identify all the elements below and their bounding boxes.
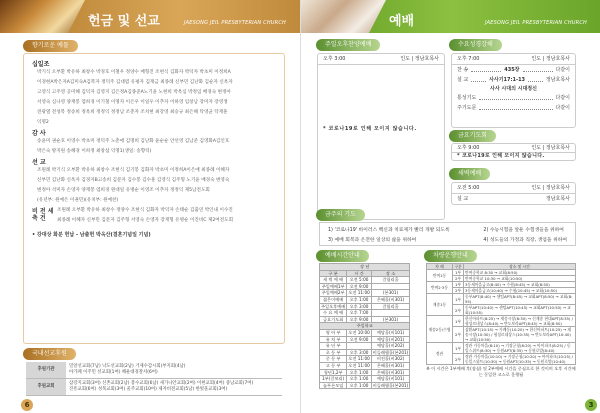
friday-box: [451, 143, 576, 161]
offering-header: [0, 0, 300, 33]
table-row: [320, 329, 410, 336]
table-row: [320, 277, 410, 284]
round: 2부: [453, 276, 464, 282]
order-label: 주기도문: [457, 105, 477, 111]
table-row: [320, 310, 410, 317]
name-line: 전광열 전성복 정송희 정옥희 정정익 정정남 조춘자 조치현 최강영 최승규 최은해 탁영균 탁재훈: [37, 110, 228, 115]
name-line: 박은숙 방지원 송혜경 이희정 최창섭 익명1(생일: 송향덕): [37, 149, 152, 154]
header-photo: [301, 0, 386, 33]
name-line: 조원례 박기식 오부환 박유하 최창수 조현식 김기봉 김화자 박초미 이정희A이은애 최종례 이혜자: [37, 168, 230, 173]
leader: 인도 | 정남호목사: [531, 56, 570, 62]
time: 오후 1:00: [347, 382, 372, 389]
table-row: [320, 349, 410, 356]
place: 비들레헴홀(본201): [372, 382, 409, 388]
service: 중 등 부: [320, 356, 347, 363]
time: 오후 7:00: [347, 310, 372, 317]
page-number: 6: [21, 399, 33, 411]
column-header: 장소 및 시간: [464, 264, 576, 270]
place: 비들레헴홀(본201): [372, 349, 409, 355]
sunday-pm-title: 주일오후찬양예배: [316, 39, 380, 51]
service: 유 치 부: [320, 336, 347, 343]
line: 아가페 이주민 선교회(1여) 해운대경찰서(6여): [69, 370, 158, 375]
header-row: [320, 270, 410, 277]
order-value: 사사기17:1-13: [489, 77, 526, 83]
route: 정관 가동마을(8:10) → 기장군청(8:20) → 아이파크(8:25) / 동일스위트(8:30) → 동원APT(8:35) → 동원로얄(8:40): [464, 343, 576, 354]
dot-leader: [528, 79, 543, 82]
dawn-title: 새벽예배: [449, 168, 490, 180]
order-person: 다같이: [555, 105, 570, 111]
order-row: [452, 103, 575, 113]
side-section: [32, 206, 276, 226]
table-row: [320, 369, 410, 376]
area: 반여1동: [427, 270, 453, 282]
bus-schedule-table: [426, 263, 576, 365]
page-title: 헌금 및 선교: [88, 14, 160, 29]
sermon-title: 사사 시대의 시대정신: [490, 86, 537, 92]
place: (본301): [371, 290, 410, 297]
friday-title: 금요기도회: [449, 130, 496, 142]
place: [371, 283, 410, 290]
dawn-box: [451, 182, 576, 205]
church-name: JAESONG JEIL PRESBYTERIAN CHURCH: [484, 20, 587, 26]
round: 1부: [453, 282, 464, 288]
bus-section: [426, 263, 576, 377]
page-title: 예배: [389, 14, 415, 29]
route: 반여중학교 8:30 → 교회(8:50): [464, 270, 576, 276]
prayer-title: 금주의 기도: [316, 209, 365, 221]
route: 정관 가동마을(10:10) → 기장군청(10:20) → 아이파크(10:25) / 동일스위트(10:30) → 동원APT(10:35) → 동원로얄(10:40): [464, 354, 576, 365]
name-line: (유년부: 원예은 이권민)(유치부: 원예찬): [37, 198, 119, 203]
time: 오후 9:00: [347, 316, 372, 323]
round: 2부: [453, 305, 464, 316]
round: 1부: [453, 270, 464, 276]
order-label: 찬 송: [457, 67, 469, 73]
column-header: 구분: [454, 264, 462, 269]
round: 2부: [453, 327, 464, 343]
name-line: 박기식 오부환 박유하 최창수 박경호 이철우 정양수 배형진 조현식 김화자 박덕자 박초미 이정희A: [37, 70, 231, 75]
order-label: 통성기도: [457, 95, 477, 101]
place: 은혜홀(비301): [371, 362, 410, 369]
service: 주일예배2부: [320, 290, 347, 297]
offering-box: [23, 53, 285, 344]
name-line: 변정아 석미자 손영자 양재봉 염희경 원대일 유병순 이영조 이추자 정정익 제5남전도회: [37, 188, 210, 193]
time: 오후 9:00: [457, 145, 480, 151]
place: 예담홀(비101): [371, 329, 410, 336]
place: 갈릴리홀: [371, 277, 410, 284]
section-label: 선 교: [32, 159, 46, 166]
time: 오전 11:00: [348, 362, 370, 368]
wednesday-title: 수요성경강해: [449, 39, 502, 51]
name-list: [32, 166, 276, 206]
service: 1부(갈보리): [320, 376, 347, 383]
table-row: [320, 316, 410, 323]
place: 예담홀(비201): [371, 336, 410, 343]
table-row: [320, 283, 410, 290]
page-number: 3: [585, 399, 597, 411]
prayer-box: [319, 222, 576, 246]
column-header: 시 간: [347, 270, 372, 277]
dot-leader: [471, 79, 486, 82]
table-row: [320, 290, 410, 297]
table-row: [26, 362, 282, 379]
table-row: [26, 379, 282, 396]
name-line: 익명2: [37, 120, 49, 125]
name-line: 고영식 고주영 공미혜 김덕자 김영지 김은정A김종준A노기윤 노현희 박옥심 박정임 배경숙 변정아: [37, 90, 231, 95]
order-person: 다같이: [555, 95, 570, 101]
dot-leader: [471, 69, 501, 72]
service: 영 아 부: [320, 329, 347, 336]
section-label: 십일조: [32, 61, 50, 68]
route: 한신아파트(8:25) → 재송시장(8:30) → 신재송 현대APT(8:35) / 협성르네상스(8:40) → 반도보라APT(8:45) → 교회(8:50): [464, 316, 576, 327]
group-header: 장 년: [320, 264, 410, 271]
order-person: 다같이: [555, 67, 570, 73]
route: 3동새마을금고(8:40) → 수협(8:45) → 교회(8:50): [464, 282, 576, 288]
table-row: [320, 356, 410, 363]
table-row: [320, 362, 410, 369]
line: 진흥교회(6여) 성북교회(3여) 울주교회(10여) 제자비전교회(5남) 한빛울교회(3여): [69, 387, 228, 392]
church-name: JAESONG JEIL PRESBYTERIAN CHURCH: [183, 20, 286, 26]
section-label: 감 사: [32, 130, 46, 137]
sermon-label: 설 교: [457, 196, 469, 202]
notice: * 코로나19로 인해 모이지 않습니다.: [323, 126, 417, 132]
name-list: [32, 137, 276, 157]
name-line: 송윤미 권순호 이영수 박초미 정덕주 노춘애 김명희 김난화 윤순순 안선영 김남준 김영화A김인호: [37, 139, 230, 144]
service: 유 년 부: [320, 343, 347, 350]
order-row: [452, 75, 575, 85]
time: 오후 7:00: [457, 56, 480, 62]
time: 오후 3:00: [347, 303, 372, 310]
name-line: 조원례 오부환 박유하 최창수 정양수 조현식 김화자 박덕자 손태순 김출연 박인내 이수진: [57, 208, 233, 213]
prayer-item: 3) 예배 회복과 온전한 일상의 삶을 위하여: [328, 238, 417, 243]
round: 1부: [453, 316, 464, 327]
preacher: 정남호목사: [545, 196, 570, 202]
service: 고 등 부: [320, 362, 347, 369]
domestic-mission-title: 국내선교후원: [23, 348, 76, 360]
offering-title: 향기로운 예물: [23, 40, 78, 52]
place: 은혜홀(비301): [371, 296, 410, 303]
order-value: 435장: [504, 67, 520, 73]
area: 재송2동/수영: [427, 316, 453, 343]
column-header: 장 소: [371, 270, 410, 277]
time: 오후 1:00: [347, 369, 372, 376]
service: 젊은이예배: [320, 296, 347, 303]
right-page: [300, 0, 600, 413]
route: 삼환APT(10:15) → 가례동(10:20) → 한신아파트(10:25) → 재송시장(10:30) / 협성르네상스(10:35) → 반도보라APT(10:40) → 교회(10:50): [464, 327, 576, 343]
leader: 인도 | 정남호목사: [531, 185, 570, 191]
table-row: [320, 343, 410, 350]
order-row: [452, 65, 575, 75]
flower-offering-note: • 강대상 화분 헌납 - 남출헌 박옥산(결혼기념일 기념): [32, 232, 151, 238]
header-photo: [0, 0, 85, 33]
time: 오전 10:00: [348, 329, 370, 335]
table-row: [320, 382, 410, 389]
time: 오후 3:00: [323, 56, 346, 62]
round: 2부: [453, 354, 464, 365]
leader: 인도 | 정남호목사: [531, 145, 570, 151]
time: 오후 1:00: [347, 296, 372, 303]
round: 2부: [453, 288, 464, 294]
dot-leader: [523, 69, 553, 72]
sunday-pm-box: [317, 53, 445, 220]
side-section-label: 비 전 세 축 건: [32, 208, 54, 222]
table-row: [320, 336, 410, 343]
column-header: 차 례: [427, 264, 453, 270]
service: 금요기도회: [320, 316, 347, 323]
round: 1부: [453, 343, 464, 354]
name-line: 최종례 이혜자 신부민 김문자 김주형 서영숙 손영자 장재형 유병순 이진비C 제2여전도회: [57, 218, 234, 223]
place: 비전홀(비302): [371, 356, 410, 363]
name-line: 이경현A박은자A김미숙A김복자 정덕주 김대엽 유평자 김재금 최종례 신부민 김난화 김순자 신옥자: [37, 80, 233, 85]
table-row: [320, 303, 410, 310]
place: [371, 310, 410, 317]
route: 반여중학교 10:30 → 교회(10:50): [464, 276, 576, 282]
prayer-item: 4) 성도들의 가정과 직장, 생업을 위하여: [483, 238, 567, 243]
wednesday-box: [451, 53, 576, 128]
row-content: [66, 379, 282, 396]
bus-title: 차량운행안내: [424, 250, 477, 262]
table-row: [427, 343, 576, 354]
time: 오전 11:00: [348, 356, 370, 362]
order-label: 설 교: [457, 77, 469, 83]
service: 늘푸른모임: [320, 382, 347, 389]
route: 동부APT(8:40) → 센텀APT(8:45) → 교회APT(8:50) → 교회(8:55): [464, 294, 576, 305]
service: 주일오후예배: [321, 303, 346, 309]
dot-leader: [479, 97, 552, 100]
service: 수 요 예 배: [320, 310, 347, 317]
row-header: 후원교회: [26, 379, 66, 396]
prayer-item: 1) '코로나19' 바이러스 백신과 치료제가 빨리 개발 되도록: [328, 228, 450, 233]
round: 1부: [453, 294, 464, 305]
service: 초 등 부: [320, 349, 347, 356]
time: 오후 1:00: [347, 376, 372, 383]
area: 정관: [427, 343, 453, 365]
line: 삼강지교회(3여) 신촌교회(2남) 봉수교회(6남) 새가나안교회(2여) 이현교회(4여) 중남교회(7여): [69, 381, 254, 386]
service: 주일예배1부: [320, 283, 347, 290]
place: 은혜홀(비301): [371, 369, 410, 376]
row-content: [66, 362, 282, 379]
time: 오후 3:00: [347, 349, 372, 356]
domestic-mission-table: [26, 362, 282, 396]
prayer-item: 2) 수능시험을 앞둔 수험생들을 위하여: [483, 228, 564, 233]
schedule-title: 예배시간안내: [316, 250, 369, 262]
leader: 인도 | 정남호목사: [400, 56, 439, 62]
name-line: 신부민 김난화 신옥자 김경자B고송희 김문자 김수봉 김수훈 김영식 김주형 노기윤 배경숙 변영숙: [37, 178, 230, 183]
place: 예담홀(비101): [371, 376, 410, 383]
time: 오전 9:00: [347, 336, 372, 343]
service: 새 벽 예 배: [320, 277, 347, 284]
time: 오전 11:00: [348, 290, 370, 296]
bus-note: ※ 이 시간은 1부예배 후(점심) 및 2부예배 시간을 중심으로 한 것이며 오후 시간에는 동일한 코스로 운행됨: [426, 366, 576, 377]
row-header: 후원기관: [26, 362, 66, 379]
place: (본301): [371, 316, 410, 323]
name-line: 서영숙 심나영 양재봉 염희경 이기철 이명자 이은우 이일우 이추자 이하영 임창남 장미자 장영생: [37, 100, 228, 105]
order-person: 정남호목사: [545, 77, 570, 83]
table-row: [427, 316, 576, 327]
time: [347, 343, 372, 350]
order-row: [452, 93, 575, 103]
table-row: [320, 323, 410, 330]
table-row: [320, 296, 410, 303]
table-row: [320, 376, 410, 383]
area: 재송1동: [427, 294, 453, 316]
group-header: 주일학교: [320, 323, 410, 330]
worship-schedule-table: [319, 263, 410, 389]
time: 오전 5:00: [347, 277, 372, 284]
area: 반여2·3동: [427, 282, 453, 294]
dot-leader: [479, 107, 552, 110]
line: 밀알선교회(7남) 낙도선교회(2남) 거제수감시회(부지회(4남): [69, 364, 186, 369]
route: 3동새마을금고(10:40) → 수협(10:45) → 교회(10:50): [464, 288, 576, 294]
place: 예담홀(비202): [371, 343, 410, 350]
notice: * 코로나19로 인해 모이지 않습니다.: [457, 153, 545, 159]
time: 오전 5:00: [457, 185, 480, 191]
name-list: [32, 68, 276, 128]
column-header: 구 분: [320, 270, 347, 277]
table-row: [427, 294, 576, 305]
service: 청년1,2부: [320, 369, 347, 376]
route: 동부APT(10:40) → 센텀APT(10:45) → 교회APT(10:50) → 교회(10:55): [464, 305, 576, 316]
time: 오전 9:00: [347, 283, 372, 290]
worship-header: [301, 0, 600, 33]
place: 갈릴리홀: [371, 303, 410, 310]
table-row: [320, 264, 410, 271]
